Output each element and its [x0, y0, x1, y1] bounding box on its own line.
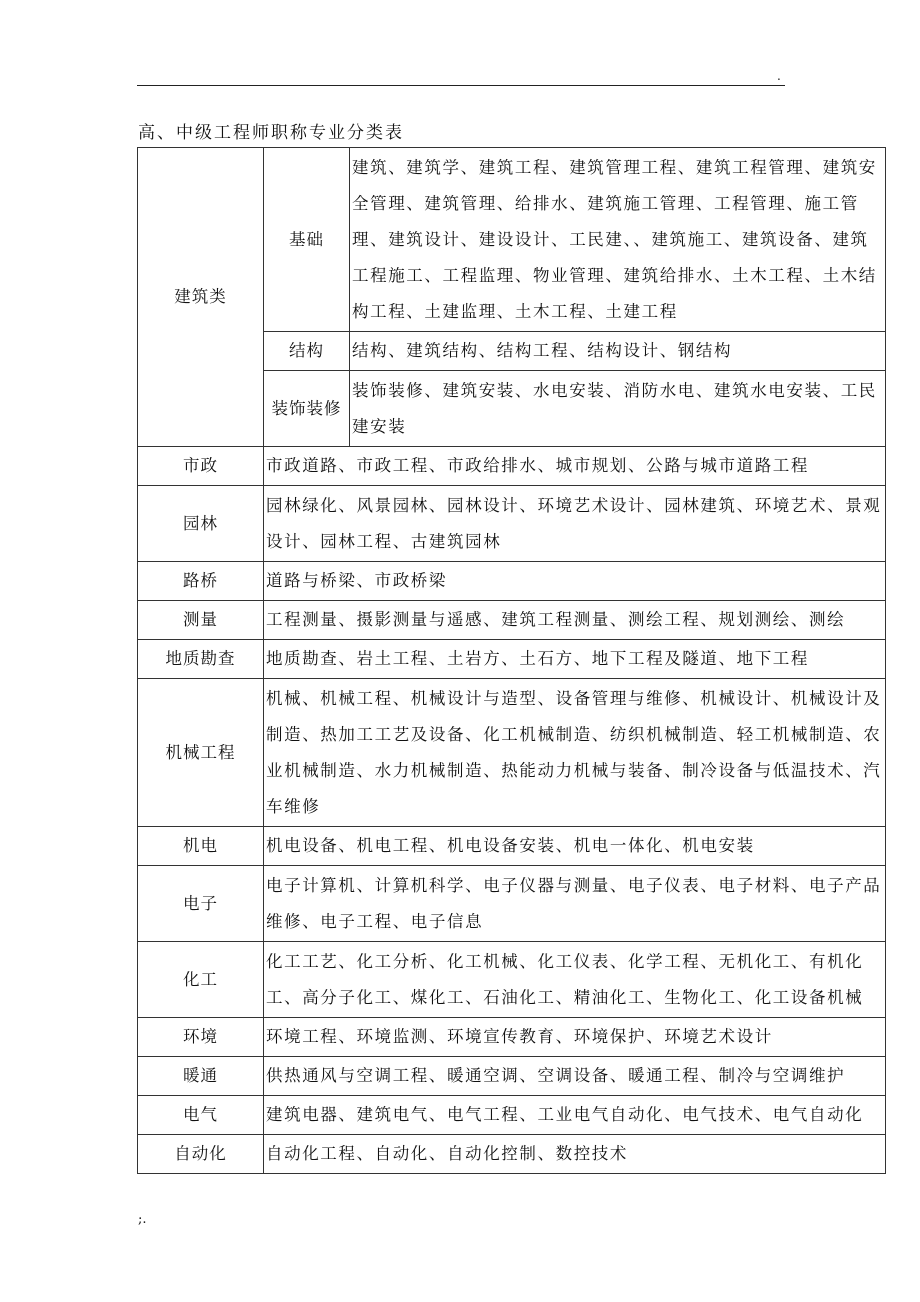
category-cell: 电子	[138, 866, 264, 942]
description-cell: 工程测量、摄影测量与遥感、建筑工程测量、测绘工程、规划测绘、测绘	[264, 601, 886, 640]
description-cell: 园林绿化、风景园林、园林设计、环境艺术设计、园林建筑、环境艺术、景观设计、园林工程、古建筑园林	[264, 486, 886, 562]
category-cell: 路桥	[138, 562, 264, 601]
description-cell: 机电设备、机电工程、机电设备安装、机电一体化、机电安装	[264, 827, 886, 866]
description-cell: 地质勘查、岩土工程、土岩方、土石方、地下工程及隧道、地下工程	[264, 640, 886, 679]
description-cell: 环境工程、环境监测、环境宣传教育、环境保护、环境艺术设计	[264, 1018, 886, 1057]
table-row	[138, 827, 886, 866]
category-cell: 机械工程	[138, 679, 264, 827]
description-cell: 建筑电器、建筑电气、电气工程、工业电气自动化、电气技术、电气自动化	[264, 1096, 886, 1135]
table-row	[138, 640, 886, 679]
header-mark: .	[777, 69, 781, 83]
subcategory-cell: 装饰装修	[264, 371, 350, 447]
footer-mark: ;.	[138, 1212, 147, 1227]
table-row	[138, 1018, 886, 1057]
description-cell: 装饰装修、建筑安装、水电安装、消防水电、建筑水电安装、工民建安装	[350, 371, 886, 447]
description-cell: 化工工艺、化工分析、化工机械、化工仪表、化学工程、无机化工、有机化工、高分子化工、煤化工、石油化工、精油化工、生物化工、化工设备机械	[264, 942, 886, 1018]
category-cell: 暖通	[138, 1057, 264, 1096]
category-cell: 环境	[138, 1018, 264, 1057]
category-cell: 电气	[138, 1096, 264, 1135]
description-cell: 道路与桥梁、市政桥梁	[264, 562, 886, 601]
category-cell: 园林	[138, 486, 264, 562]
category-cell: 建筑类	[138, 148, 264, 447]
description-cell: 建筑、建筑学、建筑工程、建筑管理工程、建筑工程管理、建筑安全管理、建筑管理、给排水、建筑施工管理、工程管理、施工管理、建筑设计、建设设计、工民建、、建筑施工、建筑设备、建筑工程施工、工程监理、物业管理、建筑给排水、土木工程、土木结构工程、土建监理、土木工程、土建工程	[350, 148, 886, 332]
table-row	[138, 866, 886, 942]
description-cell: 电子计算机、计算机科学、电子仪器与测量、电子仪表、电子材料、电子产品维修、电子工程、电子信息	[264, 866, 886, 942]
table-row	[138, 601, 886, 640]
category-cell: 地质勘查	[138, 640, 264, 679]
subcategory-cell: 基础	[264, 148, 350, 332]
category-cell: 化工	[138, 942, 264, 1018]
document-title: 高、中级工程师职称专业分类表	[138, 123, 404, 143]
table-row	[138, 562, 886, 601]
description-cell: 市政道路、市政工程、市政给排水、城市规划、公路与城市道路工程	[264, 447, 886, 486]
table-row	[138, 148, 886, 332]
table-row	[138, 942, 886, 1018]
header-rule	[137, 85, 785, 86]
description-cell: 结构、建筑结构、结构工程、结构设计、钢结构	[350, 332, 886, 371]
category-cell: 机电	[138, 827, 264, 866]
description-cell: 自动化工程、自动化、自动化控制、数控技术	[264, 1135, 886, 1174]
subcategory-cell: 结构	[264, 332, 350, 371]
description-cell: 机械、机械工程、机械设计与造型、设备管理与维修、机械设计、机械设计及制造、热加工工艺及设备、化工机械制造、纺织机械制造、轻工机械制造、农业机械制造、水力机械制造、热能动力机械与装备、制冷设备与低温技术、汽车维修	[264, 679, 886, 827]
table-row	[138, 1096, 886, 1135]
category-cell: 市政	[138, 447, 264, 486]
table-row	[138, 679, 886, 827]
table-row	[138, 1135, 886, 1174]
table-row	[138, 1057, 886, 1096]
category-cell: 测量	[138, 601, 264, 640]
description-cell: 供热通风与空调工程、暖通空调、空调设备、暖通工程、制冷与空调维护	[264, 1057, 886, 1096]
classification-table	[137, 147, 886, 1174]
table-row	[138, 486, 886, 562]
table-row	[138, 447, 886, 486]
category-cell: 自动化	[138, 1135, 264, 1174]
